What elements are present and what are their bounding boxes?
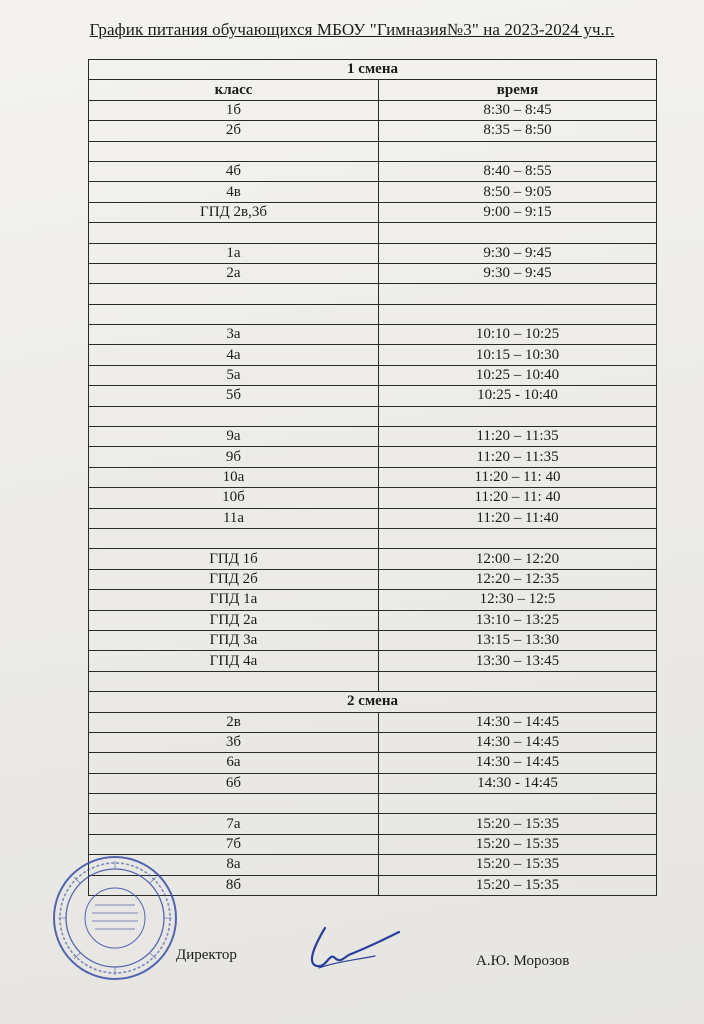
time-cell: 11:20 – 11: 40 bbox=[379, 488, 657, 508]
time-cell: 12:20 – 12:35 bbox=[379, 569, 657, 589]
time-cell: 9:00 – 9:15 bbox=[379, 202, 657, 222]
table-row bbox=[89, 365, 657, 385]
time-cell bbox=[379, 406, 657, 426]
class-cell: 2б bbox=[89, 121, 379, 141]
time-cell: 8:50 – 9:05 bbox=[379, 182, 657, 202]
table-row bbox=[89, 141, 657, 161]
time-cell: 15:20 – 15:35 bbox=[379, 875, 657, 895]
time-cell: 10:10 – 10:25 bbox=[379, 325, 657, 345]
time-cell: 13:15 – 13:30 bbox=[379, 630, 657, 650]
official-stamp-icon bbox=[50, 853, 180, 983]
class-cell bbox=[89, 284, 379, 304]
class-cell: 4б bbox=[89, 161, 379, 181]
table-row bbox=[89, 263, 657, 283]
table-row bbox=[89, 467, 657, 487]
page-title: График питания обучающихся МБОУ "Гимназия№3" на 2023-2024 уч.г. bbox=[89, 20, 615, 39]
time-cell: 10:15 – 10:30 bbox=[379, 345, 657, 365]
class-cell: 2а bbox=[89, 263, 379, 283]
table-row bbox=[89, 732, 657, 752]
table-row bbox=[89, 651, 657, 671]
table-row bbox=[89, 794, 657, 814]
shift-label: 1 смена bbox=[89, 60, 657, 80]
table-row bbox=[89, 121, 657, 141]
class-cell: 5б bbox=[89, 386, 379, 406]
class-cell: ГПД 3а bbox=[89, 630, 379, 650]
column-header-row bbox=[89, 80, 657, 100]
class-cell: 3а bbox=[89, 325, 379, 345]
time-cell bbox=[379, 223, 657, 243]
table-row bbox=[89, 671, 657, 691]
time-cell: 9:30 – 9:45 bbox=[379, 243, 657, 263]
time-cell bbox=[379, 528, 657, 548]
time-cell: 8:40 – 8:55 bbox=[379, 161, 657, 181]
time-cell bbox=[379, 304, 657, 324]
class-cell: ГПД 2а bbox=[89, 610, 379, 630]
time-cell: 11:20 – 11:35 bbox=[379, 447, 657, 467]
time-cell: 11:20 – 11:40 bbox=[379, 508, 657, 528]
table-row bbox=[89, 753, 657, 773]
class-cell: 4а bbox=[89, 345, 379, 365]
table-row bbox=[89, 712, 657, 732]
class-cell: 6а bbox=[89, 753, 379, 773]
time-cell: 10:25 – 10:40 bbox=[379, 365, 657, 385]
table-row bbox=[89, 528, 657, 548]
class-cell: 9б bbox=[89, 447, 379, 467]
time-cell: 13:10 – 13:25 bbox=[379, 610, 657, 630]
table-row bbox=[89, 447, 657, 467]
table-row bbox=[89, 304, 657, 324]
class-cell bbox=[89, 223, 379, 243]
time-cell: 11:20 – 11: 40 bbox=[379, 467, 657, 487]
table-row bbox=[89, 630, 657, 650]
class-column-header: класс bbox=[89, 80, 379, 100]
table-row bbox=[89, 508, 657, 528]
class-cell: 5а bbox=[89, 365, 379, 385]
class-cell: ГПД 1б bbox=[89, 549, 379, 569]
time-cell bbox=[379, 141, 657, 161]
table-row bbox=[89, 345, 657, 365]
time-cell: 11:20 – 11:35 bbox=[379, 427, 657, 447]
table-row bbox=[89, 161, 657, 181]
time-cell: 14:30 – 14:45 bbox=[379, 712, 657, 732]
class-cell bbox=[89, 406, 379, 426]
table-row bbox=[89, 182, 657, 202]
class-cell: 8а bbox=[89, 855, 379, 875]
class-cell bbox=[89, 528, 379, 548]
time-column-header: время bbox=[379, 80, 657, 100]
time-cell: 10:25 - 10:40 bbox=[379, 386, 657, 406]
time-cell: 12:00 – 12:20 bbox=[379, 549, 657, 569]
time-cell: 13:30 – 13:45 bbox=[379, 651, 657, 671]
time-cell: 14:30 – 14:45 bbox=[379, 753, 657, 773]
class-cell: ГПД 2в,3б bbox=[89, 202, 379, 222]
shift-label: 2 смена bbox=[89, 692, 657, 712]
class-cell: 4в bbox=[89, 182, 379, 202]
table-row bbox=[89, 386, 657, 406]
class-cell: 2в bbox=[89, 712, 379, 732]
time-cell bbox=[379, 671, 657, 691]
class-cell: 10а bbox=[89, 467, 379, 487]
director-name: А.Ю. Морозов bbox=[476, 953, 570, 969]
class-cell bbox=[89, 794, 379, 814]
table-row bbox=[89, 773, 657, 793]
table-row bbox=[89, 223, 657, 243]
time-cell bbox=[379, 794, 657, 814]
table-row bbox=[89, 406, 657, 426]
class-cell: 7а bbox=[89, 814, 379, 834]
table-row bbox=[89, 814, 657, 834]
table-row bbox=[89, 569, 657, 589]
class-cell: 1а bbox=[89, 243, 379, 263]
director-signature-icon bbox=[295, 918, 405, 978]
class-cell: 11а bbox=[89, 508, 379, 528]
table-row bbox=[89, 243, 657, 263]
table-row bbox=[89, 590, 657, 610]
table-row bbox=[89, 427, 657, 447]
class-cell: 9а bbox=[89, 427, 379, 447]
table-row bbox=[89, 610, 657, 630]
schedule-body bbox=[89, 60, 657, 896]
table-row bbox=[89, 488, 657, 508]
time-cell: 8:35 – 8:50 bbox=[379, 121, 657, 141]
class-cell: ГПД 4а bbox=[89, 651, 379, 671]
time-cell: 14:30 – 14:45 bbox=[379, 732, 657, 752]
time-cell: 9:30 – 9:45 bbox=[379, 263, 657, 283]
class-cell: 6б bbox=[89, 773, 379, 793]
class-cell: 3б bbox=[89, 732, 379, 752]
class-cell: ГПД 2б bbox=[89, 569, 379, 589]
class-cell: 10б bbox=[89, 488, 379, 508]
table-row bbox=[89, 325, 657, 345]
class-cell bbox=[89, 671, 379, 691]
time-cell: 15:20 – 15:35 bbox=[379, 855, 657, 875]
class-cell: ГПД 1а bbox=[89, 590, 379, 610]
time-cell: 12:30 – 12:5 bbox=[379, 590, 657, 610]
class-cell bbox=[89, 304, 379, 324]
table-row bbox=[89, 284, 657, 304]
time-cell: 15:20 – 15:35 bbox=[379, 814, 657, 834]
table-row bbox=[89, 202, 657, 222]
time-cell: 8:30 – 8:45 bbox=[379, 100, 657, 120]
time-cell bbox=[379, 284, 657, 304]
class-cell: 1б bbox=[89, 100, 379, 120]
table-row bbox=[89, 834, 657, 854]
table-row bbox=[89, 549, 657, 569]
shift-header-row bbox=[89, 692, 657, 712]
class-cell: 8б bbox=[89, 875, 379, 895]
class-cell bbox=[89, 141, 379, 161]
time-cell: 15:20 – 15:35 bbox=[379, 834, 657, 854]
time-cell: 14:30 - 14:45 bbox=[379, 773, 657, 793]
director-label: Директор bbox=[176, 947, 237, 963]
schedule-table bbox=[88, 59, 657, 896]
shift-header-row bbox=[89, 60, 657, 80]
class-cell: 7б bbox=[89, 834, 379, 854]
table-row bbox=[89, 100, 657, 120]
